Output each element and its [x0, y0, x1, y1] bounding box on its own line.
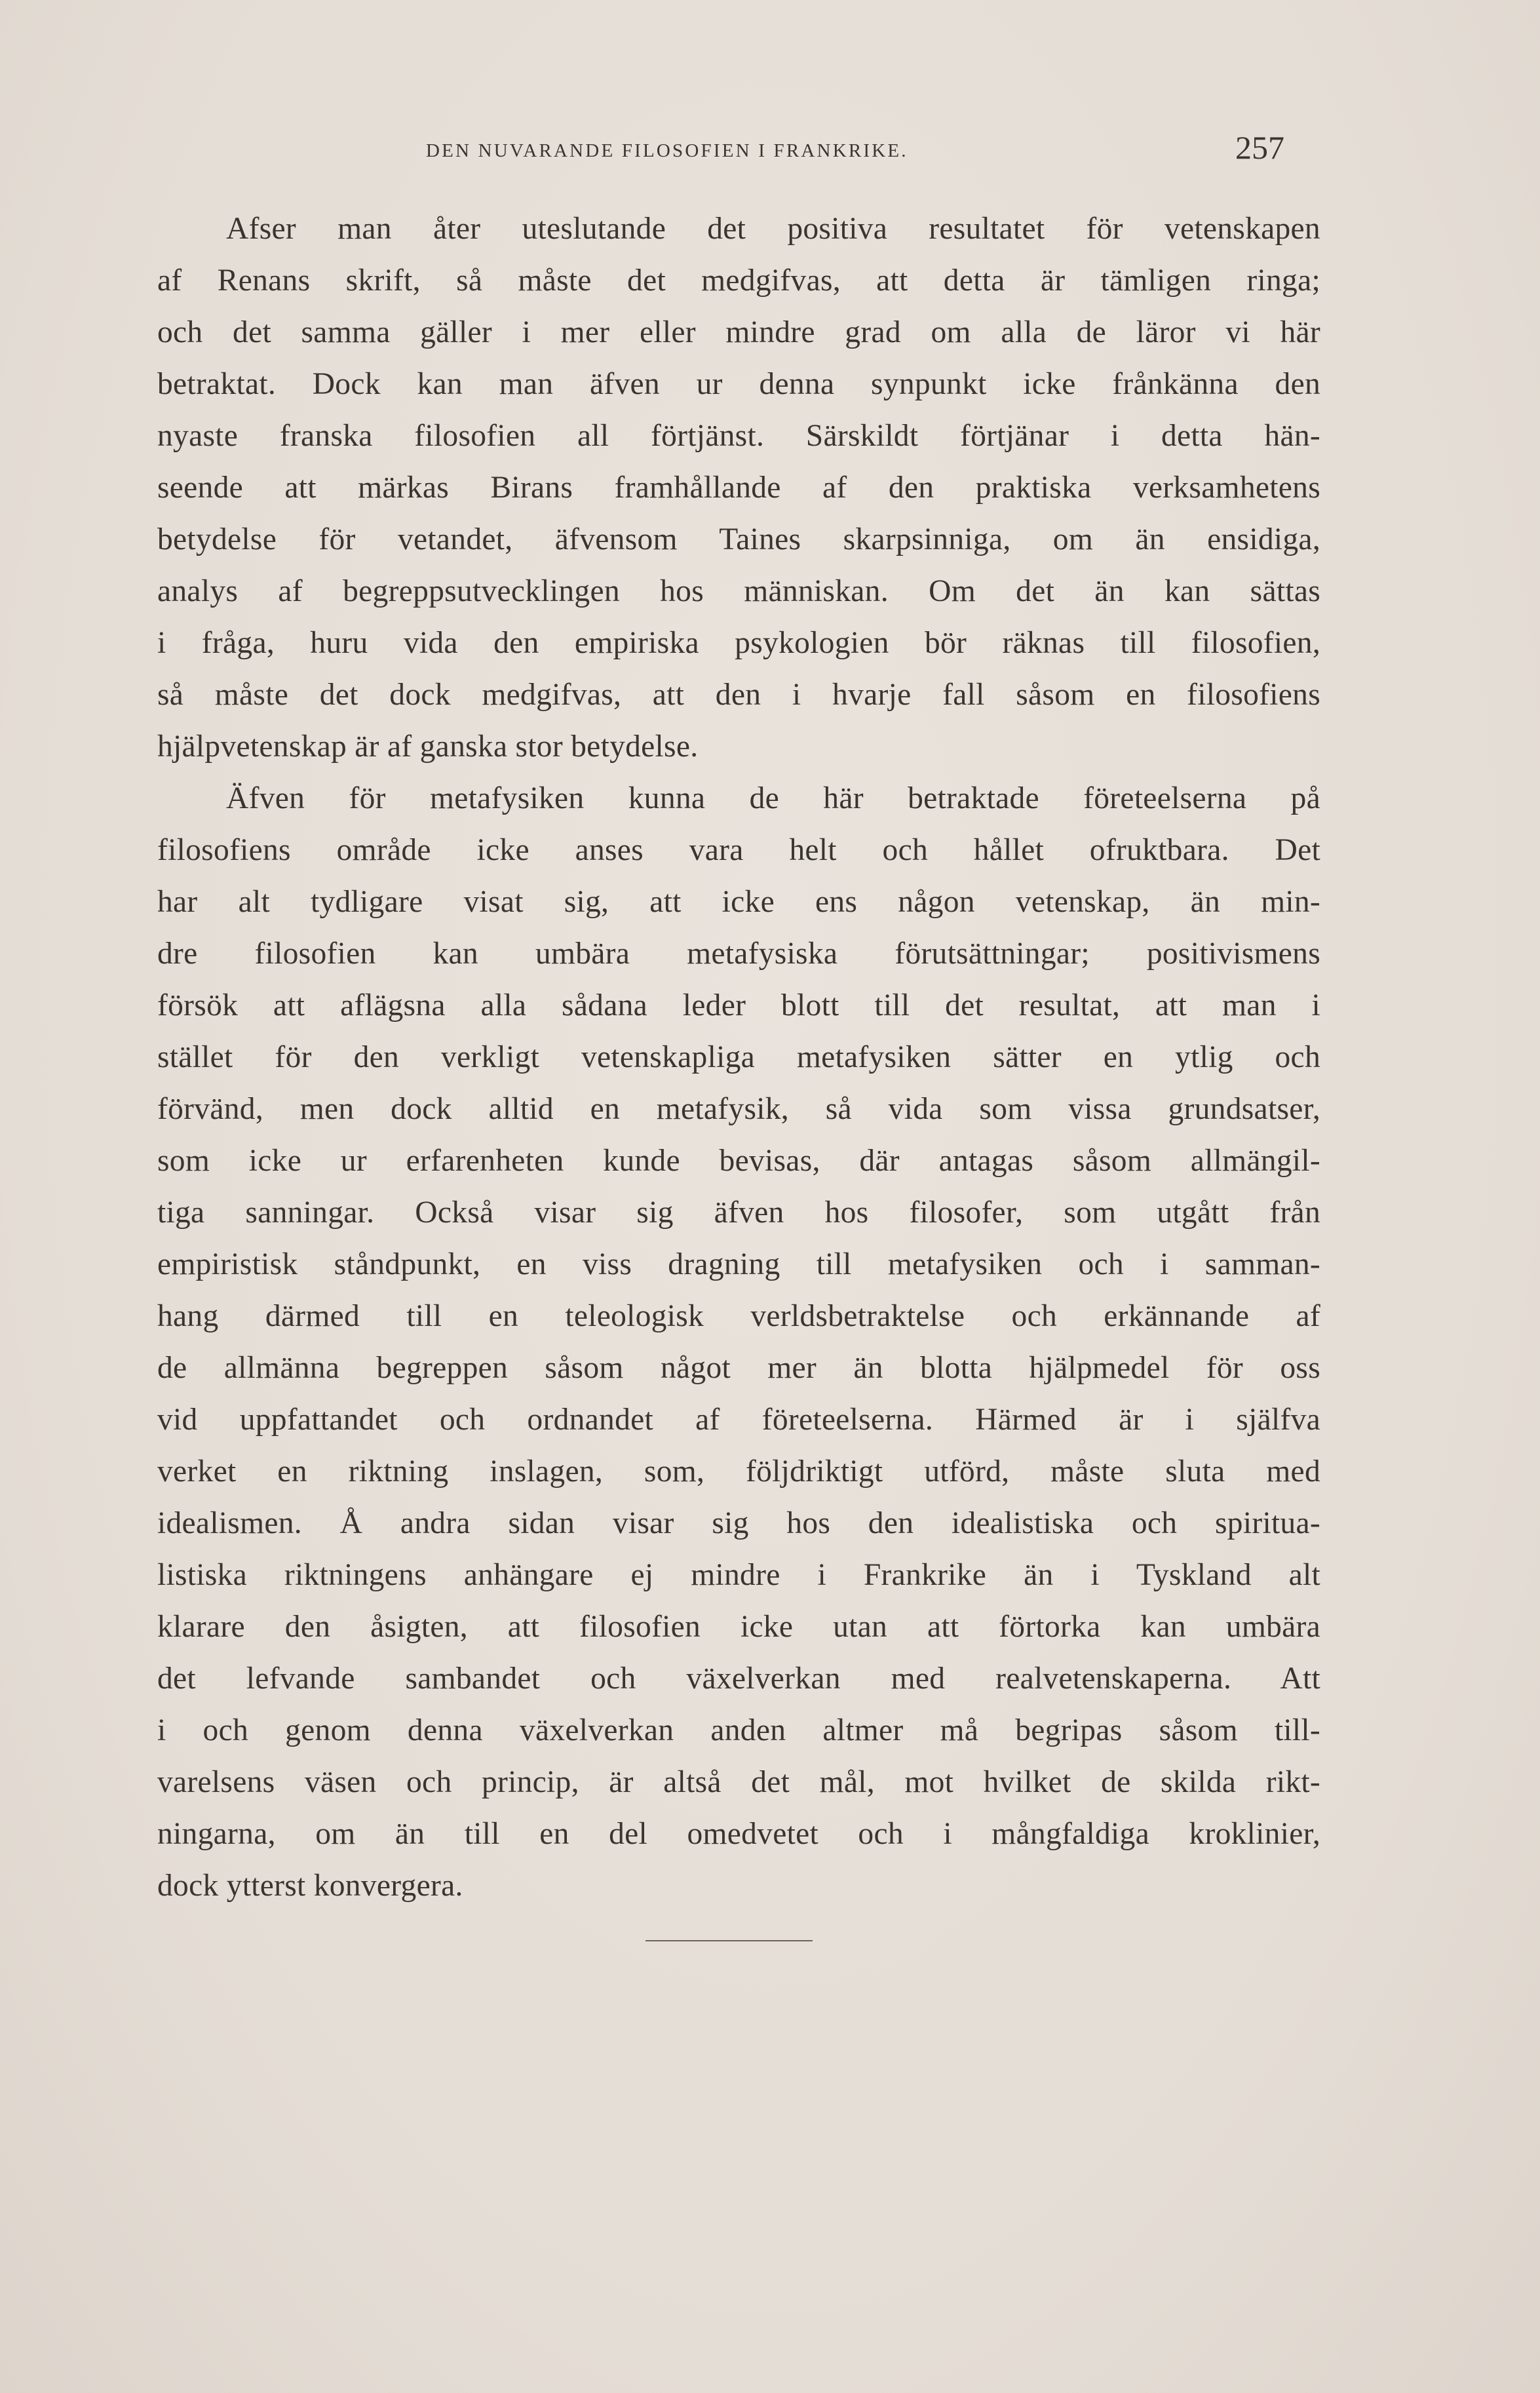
end-rule [645, 1940, 813, 1941]
text-line: nyaste franska filosofien all förtjänst. Särskildt förtjänar i detta hän- [157, 419, 1320, 453]
text-line: betraktat. Dock kan man äfven ur denna synpunkt icke frånkänna den [157, 367, 1320, 401]
text-line: det lefvande sambandet och växelverkan med realvetenskaperna. Att [157, 1662, 1320, 1696]
text-line: seende att märkas Birans framhållande af den praktiska verksamhetens [157, 471, 1320, 505]
text-line: idealismen. Å andra sidan visar sig hos den idealistiska och spiritua- [157, 1506, 1320, 1540]
text-line: Afser man åter uteslutande det positiva resultatet för vetenskapen [226, 212, 1320, 246]
text-line: hjälpvetenskap är af ganska stor betydelse. [157, 730, 699, 764]
text-line: vid uppfattandet och ordnandet af företeelserna. Härmed är i själfva [157, 1403, 1320, 1437]
text-line: listiska riktningens anhängare ej mindre i Frankrike än i Tyskland alt [157, 1558, 1320, 1592]
text-line: i fråga, huru vida den empiriska psykologien bör räknas till filosofien, [157, 626, 1320, 660]
text-line: som icke ur erfarenheten kunde bevisas, där antagas såsom allmängil- [157, 1144, 1320, 1178]
text-line: varelsens väsen och princip, är altså det mål, mot hvilket de skilda rikt- [157, 1765, 1320, 1799]
text-line: i och genom denna växelverkan anden altmer må begripas såsom till- [157, 1713, 1320, 1747]
text-line: och det samma gäller i mer eller mindre grad om alla de läror vi här [157, 315, 1320, 349]
text-line: klarare den åsigten, att filosofien icke utan att förtorka kan umbära [157, 1610, 1320, 1644]
text-line: Äfven för metafysiken kunna de här betraktade företeelserna på [226, 781, 1320, 815]
text-line: har alt tydligare visat sig, att icke ens någon vetenskap, än min- [157, 885, 1320, 919]
text-line: tiga sanningar. Också visar sig äfven hos filosofer, som utgått från [157, 1196, 1320, 1230]
running-title: DEN NUVARANDE FILOSOFIEN I FRANKRIKE. [426, 140, 908, 161]
text-line: så måste det dock medgifvas, att den i hvarje fall såsom en filosofiens [157, 678, 1320, 712]
text-line: de allmänna begreppen såsom något mer än blotta hjälpmedel för oss [157, 1351, 1320, 1385]
text-line: förvänd, men dock alltid en metafysik, så vida som vissa grundsatser, [157, 1092, 1320, 1126]
text-line: dre filosofien kan umbära metafysiska förutsättningar; positivismens [157, 937, 1320, 971]
page-number: 257 [1235, 129, 1284, 166]
text-line: försök att aflägsna alla sådana leder blott till det resultat, att man i [157, 988, 1320, 1022]
text-line: verket en riktning inslagen, som, följdriktigt utförd, måste sluta med [157, 1454, 1320, 1488]
text-line: empiristisk ståndpunkt, en viss dragning till metafysiken och i samman- [157, 1247, 1320, 1281]
text-line: betydelse för vetandet, äfvensom Taines skarpsinniga, om än ensidiga, [157, 522, 1320, 556]
text-line: stället för den verkligt vetenskapliga metafysiken sätter en ytlig och [157, 1040, 1320, 1074]
text-line: hang därmed till en teleologisk verldsbetraktelse och erkännande af [157, 1299, 1320, 1333]
text-line: dock ytterst konvergera. [157, 1869, 463, 1903]
text-line: analys af begreppsutvecklingen hos människan. Om det än kan sättas [157, 574, 1320, 608]
text-line: filosofiens område icke anses vara helt och hållet ofruktbara. Det [157, 833, 1320, 867]
text-line: af Renans skrift, så måste det medgifvas, att detta är tämligen ringa; [157, 263, 1320, 298]
text-line: ningarna, om än till en del omedvetet och i mångfaldiga kroklinier, [157, 1817, 1320, 1851]
running-head [157, 128, 1284, 174]
